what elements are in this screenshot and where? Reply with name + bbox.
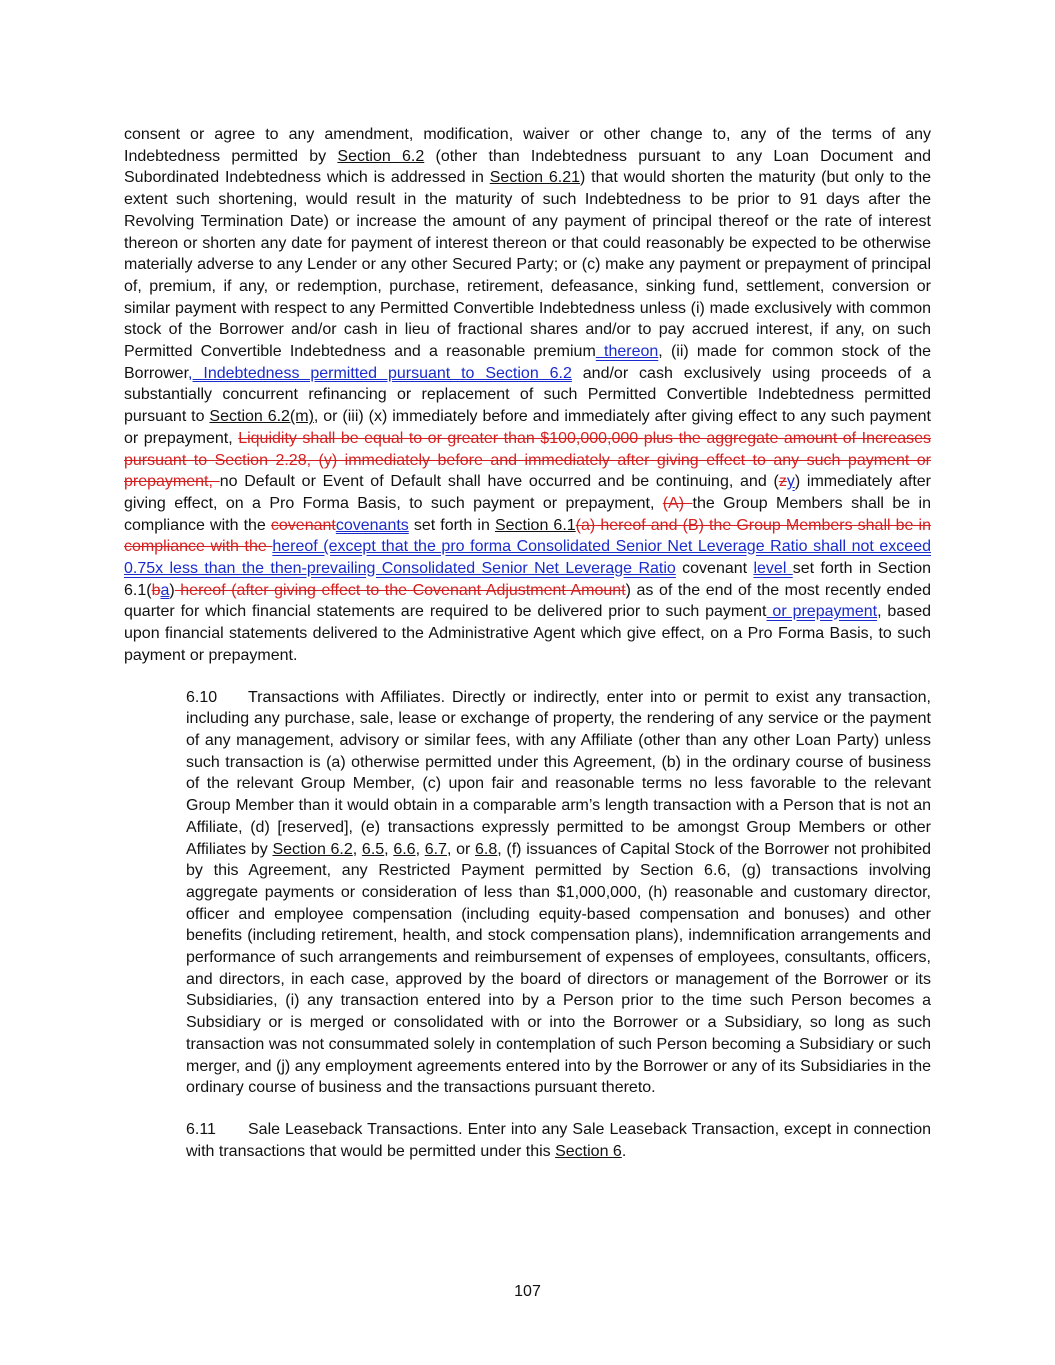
text-run: covenant: [675, 560, 754, 578]
section-reference: 6.6: [393, 840, 416, 858]
deleted-text: Liquidity shall be equal to or greater than $100,000,000: [238, 429, 644, 447]
section-number: 6.11: [186, 1120, 216, 1138]
deleted-text: , (y) immediately before and immediately after giving effect to any such payment or prepayment,: [124, 451, 932, 491]
deleted-text: the aggregate amount of Increases pursuant to: [124, 429, 932, 469]
section-number: 6.10: [186, 688, 218, 706]
section-reference: Section 6.2(m): [209, 408, 314, 426]
section-reference: 6.7: [424, 840, 447, 858]
section-6-10-paragraph: [124, 687, 931, 1099]
text-run: , based upon financial statements delivered to the Administrative Agent which give effect, on a Pro Forma Basis, to such payment or prepayment.: [124, 603, 932, 664]
deleted-text: Section 2.28: [214, 451, 307, 469]
text-run: ) as of the end of the most recently ended quarter for which financial statements are required to be delivered prior to such payment: [124, 581, 931, 621]
document-page: [124, 124, 931, 1162]
page-number: 107: [514, 1283, 541, 1300]
inserted-text: a: [160, 581, 170, 599]
text-run: ): [169, 581, 175, 599]
section-heading: Sale Leaseback Transactions: [248, 1120, 459, 1138]
section-reference: 6.5: [361, 840, 385, 858]
text-run: ,: [415, 840, 425, 858]
text-run: set forth in: [408, 516, 495, 534]
text-run: ,: [384, 840, 394, 858]
inserted-text: thereon: [595, 343, 659, 361]
text-run: and/or cash exclusively using proceeds of a substantially concurrent refinancing or replacement of such Permitted Convertible Indebtedness permitted pursuant to: [124, 364, 932, 426]
text-run: ) that would shorten the maturity (but only to the extent such shortening, would result in the maturity of such Indebtedness to be prior to 91 days after the Revolving Termination Date) or increase the amount of any payment of principal thereof or the rate of interest thereon or shorten any date for payment of interest thereon or that could reasonably be expected to be otherwise materially adverse to any Lender or any other Secured Party; or (c) make any payment or prepayment of principal of, premium, if any, or redemption, purchase, retirement, defeasance, sinking fund, settlement, conversion or similar payment with respect to any Permitted Convertible Indebtedness unless (i) made exclusively with common stock of the Borrower and/or cash in lieu of fractional shares and/or to pay accrued interest, if any, on such Permitted Convertible Indebtedness and a reasonable premium: [124, 169, 932, 361]
text-run: consent or agree to any amendment, modification, waiver or other change to, any of the terms of any Indebtedness permitted by: [124, 126, 931, 165]
text-run: .: [621, 1142, 627, 1160]
text-run: the Group Members shall be in compliance with the: [124, 494, 931, 534]
deleted-text: (A): [662, 494, 693, 512]
section-reference: Section 6.2: [337, 147, 425, 165]
deleted-text: (a): [575, 516, 596, 534]
text-run: ,: [352, 840, 362, 858]
inserted-text: , Indebtedness permitted pursuant to Section 6.2: [188, 364, 572, 382]
section-heading: Transactions with Affiliates: [248, 688, 441, 706]
deleted-text: plus: [643, 429, 674, 447]
text-run: , or: [446, 840, 476, 858]
inserted-text: covenants: [335, 516, 409, 534]
section-reference: Section 6.1: [494, 516, 576, 534]
section-6-11-paragraph: [124, 1119, 931, 1162]
inserted-text: level: [753, 560, 793, 578]
text-run: . Directly or indirectly, enter into or permit to exist any transaction, including any purchase, sale, lease or exchange of property, the rendering of any service or the payment of any management, advisory or similar fees, with any Affiliate (other than any other Loan Party) unless such transaction is (a) otherwise permitted under this Agreement, (b) in the ordinary course of business of the relevant Group Member, (c) upon fair and reasonable terms no less favorable to the relevant Group Member than it would obtain in a comparable arm’s length transaction with a Person that is not an Affiliate, (d) [reserved], (e) transactions expressly permitted to be amongst Group Members or other Affiliates by: [186, 688, 931, 858]
text-run: , (f) issuances of Capital Stock of the Borrower not prohibited by this Agreement, any Restricted Payment permitted by Section 6.6, (g) transactions involving aggregate payments or consideration of less than $1,000,000, (h) reasonable and customary director, officer and employee compensation (including equity-based compensation and bonuses) and other benefits (including retirement, health, and stock compensation plans), indemnification arrangements and performance of such arrangements and reimbursement of expenses of employees, consultants, officers, and directors, in each case, approved by the board of directors or management of the Borrower or its Subsidiaries, (i) any transaction entered into by a Person prior to the time such Person becomes a Subsidiary or is merged or consolidated with or into the Borrower or a Subsidiary, so long as such transaction was not consummated solely in contemplation of such Person becoming a Subsidiary or such merger, and (j) any employment agreements entered into by the Borrower or any of its Subsidiaries in the ordinary course of business and the transactions pursuant thereto.: [186, 840, 932, 1097]
text-run: , or (iii) (x) immediately before and immediately after giving effect to any such payment or prepayment,: [124, 408, 931, 447]
section-reference: Section 6.2: [272, 840, 353, 858]
deleted-text: covenant: [270, 516, 336, 534]
section-reference: 6.8: [475, 840, 498, 858]
text-run: (other than Indebtedness pursuant to any Loan Document and Subordinated Indebtedness which is addressed in: [124, 147, 932, 187]
inserted-text: or prepayment: [766, 603, 878, 621]
deleted-text: z: [778, 473, 787, 491]
inserted-text: hereof (except that the pro forma Consolidated Senior Net Leverage Ratio shall not exceed 0.75x less than the then-prevailing Consolidated Senior Net Leverage Ratio: [124, 538, 931, 578]
section-reference: Section 6: [555, 1142, 622, 1160]
text-run: no Default or Event of Default shall have occurred and be continuing, and (: [219, 473, 779, 491]
text-run: , (ii) made for common stock of the Borrower: [124, 343, 931, 382]
text-run: ) immediately after giving effect, on a Pro Forma Basis, to such payment or prepayment,: [124, 473, 932, 512]
deleted-text: b: [151, 581, 161, 599]
paragraph-6-9-continuation: [124, 124, 931, 667]
deleted-text: hereof and (B) the Group Members shall be in compliance with the: [124, 516, 931, 556]
inserted-text: y: [786, 473, 795, 491]
deleted-text: hereof (after giving effect to the Covenant Adjustment Amount: [174, 581, 626, 599]
section-reference: Section 6.21: [489, 169, 580, 187]
text-run: set forth in Section 6.1(: [124, 560, 932, 599]
text-run: . Enter into any Sale Leaseback Transaction, except in connection with transactions that would be permitted under this: [186, 1120, 932, 1160]
